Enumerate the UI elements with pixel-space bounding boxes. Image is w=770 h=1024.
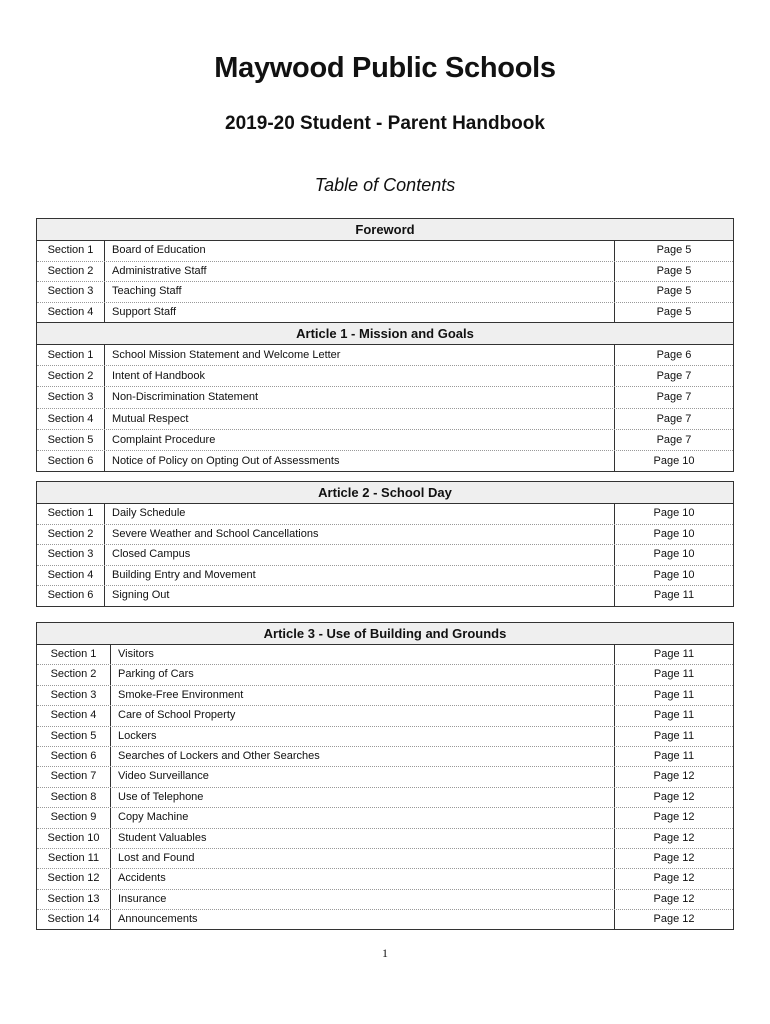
page-ref: Page 12 xyxy=(653,790,695,803)
section-title: Visitors xyxy=(111,645,615,664)
section-label: Section 5 xyxy=(37,727,111,746)
page-ref: Page 12 xyxy=(653,811,695,824)
section-label: Section 7 xyxy=(37,767,111,786)
toc-row xyxy=(37,566,733,587)
toc-row xyxy=(37,849,733,869)
toc-row xyxy=(37,727,733,747)
section-label: Section 3 xyxy=(37,686,111,705)
toc-row xyxy=(37,303,733,323)
page-ref: Page 11 xyxy=(653,729,695,742)
page-ref: Page 5 xyxy=(656,285,692,297)
page-ref: Page 12 xyxy=(653,851,695,864)
section-title: Complaint Procedure xyxy=(105,430,615,450)
section-label: Section 6 xyxy=(37,451,105,471)
section-title: Non-Discrimination Statement xyxy=(105,387,615,407)
page-ref: Page 11 xyxy=(653,668,695,681)
toc-row xyxy=(37,586,733,606)
toc-row xyxy=(37,829,733,849)
page-ref: Page 7 xyxy=(656,391,692,404)
article2-rows xyxy=(37,504,733,606)
section-title: Care of School Property xyxy=(111,706,615,725)
toc-row xyxy=(37,366,733,387)
section-label: Section 4 xyxy=(37,409,105,429)
page-ref: Page 10 xyxy=(653,548,695,561)
article1-rows xyxy=(37,345,733,471)
section-title: Accidents xyxy=(111,869,615,888)
section-title: Announcements xyxy=(111,910,615,929)
section-label: Section 4 xyxy=(37,566,105,586)
section-label: Section 6 xyxy=(37,586,105,606)
section-title: Intent of Handbook xyxy=(105,366,615,386)
section-label: Section 8 xyxy=(37,788,111,807)
page-ref: Page 7 xyxy=(656,412,692,425)
page-ref: Page 12 xyxy=(653,872,695,885)
section-title: Searches of Lockers and Other Searches xyxy=(111,747,615,766)
page-ref: Page 6 xyxy=(656,349,692,361)
section-label: Section 10 xyxy=(37,829,111,848)
toc-row xyxy=(37,665,733,685)
toc-row xyxy=(37,451,733,471)
section-label: Section 12 xyxy=(37,869,111,888)
section-label: Section 2 xyxy=(37,366,105,386)
page-ref: Page 11 xyxy=(653,749,695,762)
page-ref: Page 11 xyxy=(653,688,695,701)
document-subtitle: 2019-20 Student - Parent Handbook xyxy=(225,113,545,134)
page-ref: Page 11 xyxy=(653,709,695,722)
section-label: Section 11 xyxy=(37,849,111,868)
section-title: Administrative Staff xyxy=(105,262,615,282)
section-label: Section 5 xyxy=(37,430,105,450)
toc-row xyxy=(37,545,733,566)
section-label: Section 3 xyxy=(37,282,105,302)
article1-heading: Article 1 - Mission and Goals xyxy=(37,322,733,345)
toc-row xyxy=(37,910,733,929)
page-ref: Page 10 xyxy=(653,527,695,540)
section-label: Section 1 xyxy=(37,645,111,664)
toc-row xyxy=(37,747,733,767)
page-ref: Page 5 xyxy=(656,244,692,256)
section-title: Lockers xyxy=(111,727,615,746)
section-title: Lost and Found xyxy=(111,849,615,868)
section-label: Section 1 xyxy=(37,241,105,261)
toc-row xyxy=(37,706,733,726)
foreword-heading: Foreword xyxy=(37,219,733,241)
page-ref: Page 10 xyxy=(653,507,695,519)
page-ref: Page 12 xyxy=(653,831,695,844)
article3-heading: Article 3 - Use of Building and Grounds xyxy=(37,623,733,645)
page-ref: Page 7 xyxy=(656,370,692,383)
section-label: Section 13 xyxy=(37,890,111,909)
section-title: Closed Campus xyxy=(105,545,615,565)
page-ref: Page 10 xyxy=(653,454,695,467)
toc-table-article2 xyxy=(36,481,734,607)
page-number: 1 xyxy=(382,946,388,960)
toc-table-foreword-article1 xyxy=(36,218,734,472)
document-title: Maywood Public Schools xyxy=(214,52,556,84)
page-ref: Page 12 xyxy=(653,892,695,905)
section-label: Section 9 xyxy=(37,808,111,827)
toc-row xyxy=(37,645,733,665)
section-title: Notice of Policy on Opting Out of Assessments xyxy=(105,451,615,471)
page-ref: Page 11 xyxy=(653,589,695,602)
section-title: Smoke-Free Environment xyxy=(111,686,615,705)
section-title: Student Valuables xyxy=(111,829,615,848)
section-label: Section 14 xyxy=(37,910,111,929)
toc-row xyxy=(37,345,733,366)
section-title: Daily Schedule xyxy=(105,504,615,524)
page-ref: Page 12 xyxy=(653,770,695,783)
toc-row xyxy=(37,387,733,408)
page-ref: Page 5 xyxy=(656,264,692,277)
toc-row xyxy=(37,869,733,889)
article2-heading: Article 2 - School Day xyxy=(37,482,733,504)
section-title: Support Staff xyxy=(105,303,615,323)
toc-row xyxy=(37,282,733,303)
page-ref: Page 12 xyxy=(653,913,695,926)
section-title: Teaching Staff xyxy=(105,282,615,302)
section-title: Parking of Cars xyxy=(111,665,615,684)
section-label: Section 3 xyxy=(37,387,105,407)
page-ref: Page 11 xyxy=(653,648,695,660)
section-title: Insurance xyxy=(111,890,615,909)
toc-row xyxy=(37,808,733,828)
toc-row xyxy=(37,430,733,451)
section-title: Building Entry and Movement xyxy=(105,566,615,586)
section-title: Video Surveillance xyxy=(111,767,615,786)
toc-row xyxy=(37,890,733,910)
foreword-rows xyxy=(37,241,733,322)
section-label: Section 2 xyxy=(37,262,105,282)
section-label: Section 4 xyxy=(37,303,105,323)
toc-row xyxy=(37,409,733,430)
section-title: Signing Out xyxy=(105,586,615,606)
toc-heading: Table of Contents xyxy=(314,175,456,195)
toc-row xyxy=(37,504,733,525)
toc-row xyxy=(37,767,733,787)
section-title: Use of Telephone xyxy=(111,788,615,807)
toc-row xyxy=(37,241,733,262)
section-title: Mutual Respect xyxy=(105,409,615,429)
section-title: School Mission Statement and Welcome Letter xyxy=(105,345,615,365)
toc-row xyxy=(37,262,733,283)
section-label: Section 3 xyxy=(37,545,105,565)
page-ref: Page 10 xyxy=(653,568,695,581)
section-label: Section 1 xyxy=(37,504,105,524)
section-label: Section 4 xyxy=(37,706,111,725)
toc-table-article3 xyxy=(36,622,734,930)
section-title: Board of Education xyxy=(105,241,615,261)
article3-rows xyxy=(37,645,733,929)
toc-row xyxy=(37,525,733,546)
toc-row xyxy=(37,788,733,808)
section-label: Section 2 xyxy=(37,665,111,684)
page-ref: Page 5 xyxy=(656,305,692,318)
section-label: Section 6 xyxy=(37,747,111,766)
section-label: Section 2 xyxy=(37,525,105,545)
section-title: Copy Machine xyxy=(111,808,615,827)
section-title: Severe Weather and School Cancellations xyxy=(105,525,615,545)
section-label: Section 1 xyxy=(37,345,105,365)
page-ref: Page 7 xyxy=(656,433,692,446)
toc-row xyxy=(37,686,733,706)
